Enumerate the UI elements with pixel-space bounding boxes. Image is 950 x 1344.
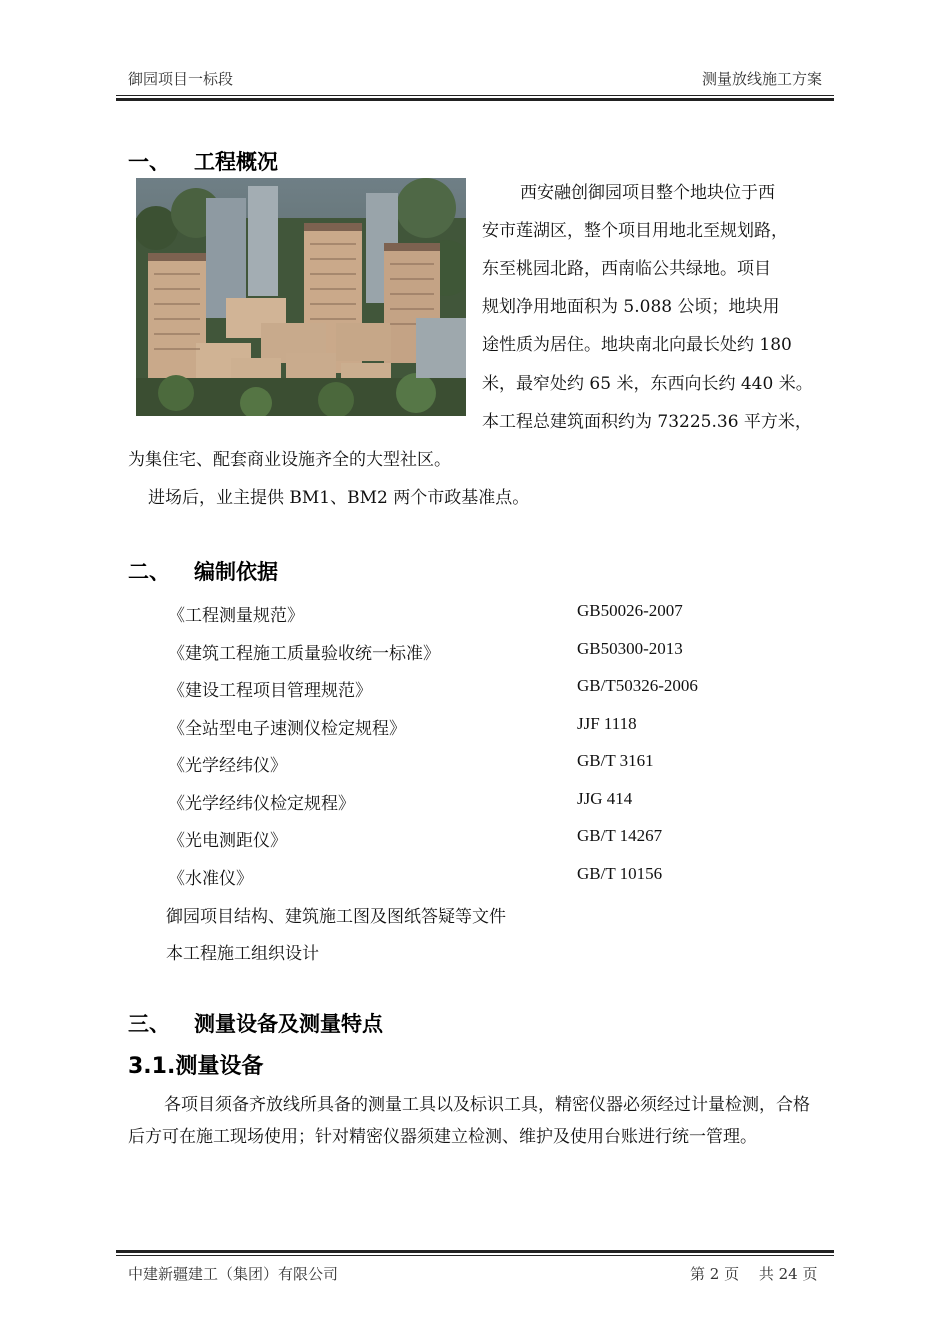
section-1-number: 一、 <box>128 150 170 174</box>
header-rule-thick <box>116 98 834 101</box>
reference-name: 《工程测量规范》 <box>168 606 304 626</box>
reference-extra: 本工程施工组织设计 <box>166 944 319 964</box>
overview-line-1: 西安融创御园项目整个地块位于西 <box>520 183 775 203</box>
reference-name: 《光学经纬仪》 <box>168 756 287 776</box>
footer-rule-thick <box>116 1250 834 1253</box>
reference-extra: 御园项目结构、建筑施工图及图纸答疑等文件 <box>166 907 506 927</box>
footer-company: 中建新疆建工（集团）有限公司 <box>128 1265 339 1283</box>
reference-name: 《光电测距仪》 <box>168 831 287 851</box>
section-2-heading <box>128 556 278 586</box>
reference-code: GB/T 3161 <box>577 751 654 770</box>
reference-code: GB50026-2007 <box>577 601 683 620</box>
overview-line-7: 本工程总建筑面积约为 73225.36 平方米， <box>482 412 812 432</box>
header-right-text: 测量放线施工方案 <box>701 70 822 88</box>
overview-line-8: 为集住宅、配套商业设施齐全的大型社区。 <box>128 450 451 470</box>
benchmark-line: 进场后，业主提供 BM1、BM2 两个市政基准点。 <box>148 488 530 508</box>
section-2-title: 编制依据 <box>194 560 278 584</box>
reference-code: GB/T50326-2006 <box>577 676 698 695</box>
overview-line-6: 米，最窄处约 65 米，东西向长约 440 米。 <box>482 374 813 394</box>
section-1-title: 工程概况 <box>194 150 278 174</box>
overview-line-5: 途性质为居住。地块南北向最长处约 180 <box>482 335 792 355</box>
reference-name: 《建设工程项目管理规范》 <box>168 681 372 701</box>
section-1-heading <box>128 146 278 176</box>
section-3-number: 三、 <box>128 1012 170 1036</box>
reference-name: 《水准仪》 <box>168 869 253 889</box>
overview-line-4: 规划净用地面积为 5.088 公顷；地块用 <box>482 297 780 317</box>
section-3-heading <box>128 1008 383 1038</box>
reference-name: 《全站型电子速测仪检定规程》 <box>168 719 406 739</box>
equipment-paragraph: 各项目须备齐放线所具备的测量工具以及标识工具，精密仪器必须经过计量检测，合格后方可在施工现场使用；针对精密仪器须建立检测、维护及使用台账进行统一管理。 <box>128 1095 810 1147</box>
footer-rule-thin <box>116 1255 834 1256</box>
subsection-3-1-title: 3.1.测量设备 <box>128 1054 264 1079</box>
reference-code: GB50300-2013 <box>577 639 683 658</box>
overview-line-2: 安市莲湖区，整个项目用地北至规划路， <box>482 221 788 241</box>
section-3-title: 测量设备及测量特点 <box>194 1012 383 1036</box>
reference-code: GB/T 14267 <box>577 826 663 845</box>
overview-line-3: 东至桃园北路，西南临公共绿地。项目 <box>482 259 771 279</box>
reference-code: GB/T 10156 <box>577 864 663 883</box>
header-rule-thin <box>116 95 834 96</box>
section-2-number: 二、 <box>128 560 170 584</box>
header-left-text: 御园项目一标段 <box>128 70 234 88</box>
reference-code: JJG 414 <box>577 789 633 808</box>
project-rendering-image <box>136 178 466 416</box>
reference-code: JJF 1118 <box>577 714 637 733</box>
footer-page-number: 第 2 页 共 24 页 <box>690 1265 818 1283</box>
reference-name: 《建筑工程施工质量验收统一标准》 <box>168 644 440 664</box>
reference-name: 《光学经纬仪检定规程》 <box>168 794 355 814</box>
